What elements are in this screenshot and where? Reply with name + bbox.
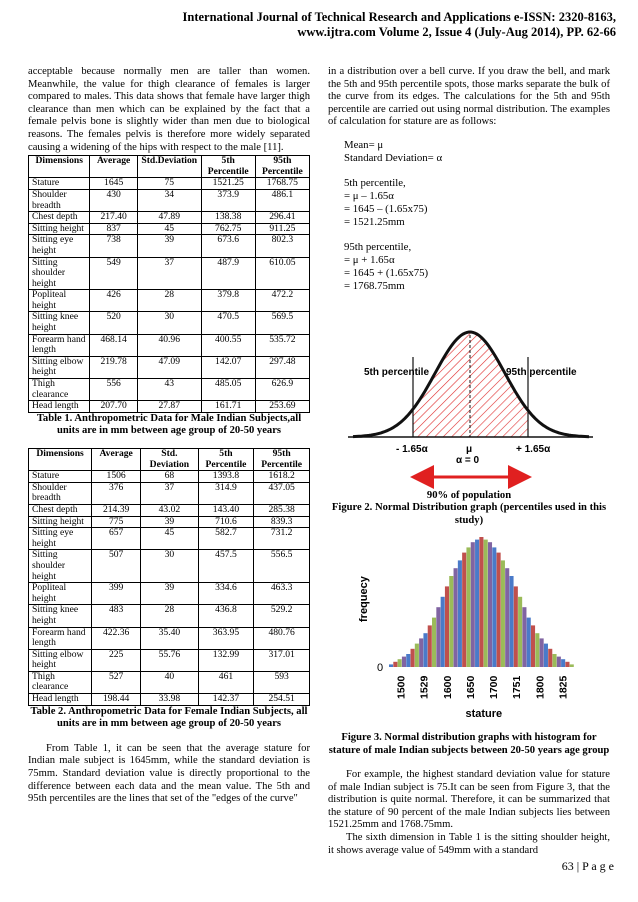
dimension-cell: Sitting eye height xyxy=(29,235,90,257)
dimension-cell: Head length xyxy=(29,694,92,706)
value-cell: 219.78 xyxy=(90,356,137,378)
dimension-cell: Sitting height xyxy=(29,223,90,235)
histogram-bar xyxy=(419,639,423,668)
table-row xyxy=(29,605,310,627)
value-cell: 507 xyxy=(92,550,141,583)
value-cell: 376 xyxy=(92,482,141,504)
value-cell: 217.40 xyxy=(90,212,137,224)
histogram-bar xyxy=(565,662,569,667)
x-tick-label: 1600 xyxy=(441,675,454,700)
value-cell: 556 xyxy=(90,379,137,401)
table-row xyxy=(29,516,310,528)
value-cell: 45 xyxy=(137,223,201,235)
value-cell: 161.71 xyxy=(201,401,255,413)
value-cell: 529.2 xyxy=(254,605,310,627)
fig2-minus-label: - 1.65α xyxy=(396,443,428,455)
left-column xyxy=(28,66,310,806)
value-cell: 535.72 xyxy=(255,334,309,356)
table-row xyxy=(29,235,310,257)
histogram-bar xyxy=(492,548,496,668)
histogram-bar xyxy=(458,561,462,668)
value-cell: 527 xyxy=(92,671,141,693)
header-line-1: International Journal of Technical Research and Applications e-ISSN: 2320-8163, xyxy=(182,10,616,24)
x-tick-label: 1825 xyxy=(557,675,570,700)
x-tick-label: 1500 xyxy=(395,675,408,700)
table-row xyxy=(29,189,310,211)
dimension-cell: Sitting shoulder height xyxy=(29,257,90,290)
value-cell: 1645 xyxy=(90,178,137,190)
value-cell: 138.38 xyxy=(201,212,255,224)
value-cell: 775 xyxy=(92,516,141,528)
value-cell: 43.02 xyxy=(141,504,198,516)
value-cell: 47.09 xyxy=(137,356,201,378)
histogram-bar xyxy=(497,553,501,667)
histogram-bar xyxy=(522,608,526,668)
value-cell: 399 xyxy=(92,583,141,605)
dimension-cell: Sitting elbow height xyxy=(29,649,92,671)
header-line-2: www.ijtra.com Volume 2, Issue 4 (July-Aug 2014), PP. 62-66 xyxy=(297,25,616,39)
value-cell: 837 xyxy=(90,223,137,235)
value-cell: 39 xyxy=(141,583,198,605)
histogram-bar xyxy=(466,548,470,668)
histogram-bar xyxy=(471,543,475,668)
value-cell: 68 xyxy=(141,471,198,483)
dimension-cell: Chest depth xyxy=(29,504,92,516)
value-cell: 254.51 xyxy=(254,694,310,706)
histogram-bar xyxy=(552,654,556,667)
value-cell: 37 xyxy=(141,482,198,504)
value-cell: 40 xyxy=(141,671,198,693)
stature-histogram xyxy=(349,527,589,727)
histogram-bar xyxy=(406,654,410,667)
value-cell: 480.76 xyxy=(254,627,310,649)
value-cell: 657 xyxy=(92,528,141,550)
value-cell: 556.5 xyxy=(254,550,310,583)
table-1 xyxy=(28,155,310,413)
value-cell: 142.07 xyxy=(201,356,255,378)
dimension-cell: Thigh clearance xyxy=(29,379,90,401)
table1-header-4: 95th Percentile xyxy=(255,156,309,178)
value-cell: 34 xyxy=(137,189,201,211)
value-cell: 27.87 xyxy=(137,401,201,413)
dimension-cell: Shoulder breadth xyxy=(29,482,92,504)
dimension-cell: Stature xyxy=(29,178,90,190)
value-cell: 487.9 xyxy=(201,257,255,290)
table2-header-1: Average xyxy=(92,449,141,471)
histogram-bar xyxy=(509,576,513,667)
table-2-caption: Table 2. Anthropometric Data for Female Indian Subjects, all units are in mm between age group of 20-50 years xyxy=(30,705,308,730)
value-cell: 37 xyxy=(137,257,201,290)
table1-header-2: Std.Deviation xyxy=(137,156,201,178)
table-row xyxy=(29,482,310,504)
y-tick-label: 0 xyxy=(377,662,384,675)
table2-header-3: 5th Percentile xyxy=(198,449,254,471)
fig2-5th-label: 5th percentile xyxy=(364,366,430,378)
value-cell: 593 xyxy=(254,671,310,693)
fig2-population-label: 90% of population xyxy=(426,489,512,501)
value-cell: 35.40 xyxy=(141,627,198,649)
left-paragraph-2: From Table 1, it can be seen that the average stature for Indian male subject is 1645mm, while the standard deviation is 75mm. Standard deviation value is directly proportional to the difference between each data and the mean value. The 5th and 95th percentiles are the lines that set of the "edges of the curve" xyxy=(28,742,310,805)
histogram-bar xyxy=(462,553,466,667)
dimension-cell: Sitting elbow height xyxy=(29,356,90,378)
dimension-cell: Stature xyxy=(29,471,92,483)
x-tick-label: 1700 xyxy=(488,675,501,700)
value-cell: 673.6 xyxy=(201,235,255,257)
histogram-bar xyxy=(527,618,531,667)
histogram-bar xyxy=(445,587,449,668)
histogram-bar xyxy=(398,660,402,668)
value-cell: 486.1 xyxy=(255,189,309,211)
value-cell: 437.05 xyxy=(254,482,310,504)
histogram-bar xyxy=(454,569,458,668)
value-cell: 40.96 xyxy=(137,334,201,356)
value-cell: 463.3 xyxy=(254,583,310,605)
dimension-cell: Sitting shoulder height xyxy=(29,550,92,583)
value-cell: 132.99 xyxy=(198,649,254,671)
value-cell: 39 xyxy=(137,235,201,257)
math-line: Mean= μ xyxy=(344,138,384,151)
table-2 xyxy=(28,448,310,706)
table-row xyxy=(29,401,310,413)
value-cell: 33.98 xyxy=(141,694,198,706)
table1-header-3: 5th Percentile xyxy=(201,156,255,178)
table-row xyxy=(29,627,310,649)
value-cell: 28 xyxy=(141,605,198,627)
normal-distribution-figure xyxy=(328,297,610,492)
value-cell: 214.39 xyxy=(92,504,141,516)
dimension-cell: Forearm hand length xyxy=(29,627,92,649)
value-cell: 610.05 xyxy=(255,257,309,290)
right-paragraph-1: in a distribution over a bell curve. If you draw the bell, and mark the 5th and 95th percentile spots, those marks separate the bulk of the curve from its edges. The calculations for the 5th and 95th percentile are carried out using normal distribution. The examples of calculation for stature are as follows: xyxy=(328,66,610,128)
fig2-plus-label: + 1.65α xyxy=(516,443,551,455)
table-row xyxy=(29,649,310,671)
value-cell: 461 xyxy=(198,671,254,693)
value-cell: 334.6 xyxy=(198,583,254,605)
histogram-bar xyxy=(505,569,509,668)
value-cell: 626.9 xyxy=(255,379,309,401)
dimension-cell: Sitting height xyxy=(29,516,92,528)
dimension-cell: Shoulder breadth xyxy=(29,189,90,211)
table-row xyxy=(29,379,310,401)
table-row xyxy=(29,528,310,550)
value-cell: 839.3 xyxy=(254,516,310,528)
value-cell: 297.48 xyxy=(255,356,309,378)
value-cell: 485.05 xyxy=(201,379,255,401)
fig2-mu-label: μ xyxy=(466,443,473,455)
histogram-bar xyxy=(423,634,427,668)
value-cell: 468.14 xyxy=(90,334,137,356)
math-line: = 1645 + (1.65x75) xyxy=(344,266,429,279)
histogram-bar xyxy=(415,644,419,667)
value-cell: 1768.75 xyxy=(255,178,309,190)
math-line: = μ – 1.65α xyxy=(344,190,394,203)
journal-header xyxy=(183,10,617,40)
histogram-bar xyxy=(544,644,548,667)
histogram-bar xyxy=(402,657,406,667)
dimension-cell: Popliteal height xyxy=(29,290,90,312)
value-cell: 1618.2 xyxy=(254,471,310,483)
table1-header-0: Dimensions xyxy=(29,156,90,178)
value-cell: 75 xyxy=(137,178,201,190)
dimension-cell: Sitting knee height xyxy=(29,312,90,334)
table-row xyxy=(29,671,310,693)
histogram-bar xyxy=(531,626,535,668)
dimension-cell: Forearm hand length xyxy=(29,334,90,356)
value-cell: 39 xyxy=(141,516,198,528)
histogram-bar xyxy=(441,597,445,667)
value-cell: 30 xyxy=(137,312,201,334)
math-line: 5th percentile, xyxy=(344,177,406,190)
histogram-bar xyxy=(475,540,479,667)
value-cell: 55.76 xyxy=(141,649,198,671)
value-cell: 710.6 xyxy=(198,516,254,528)
value-cell: 582.7 xyxy=(198,528,254,550)
value-cell: 285.38 xyxy=(254,504,310,516)
table-row xyxy=(29,471,310,483)
table-row xyxy=(29,178,310,190)
value-cell: 43 xyxy=(137,379,201,401)
table2-header-4: 95th Percentile xyxy=(254,449,310,471)
histogram-bar xyxy=(449,576,453,667)
dimension-cell: Sitting eye height xyxy=(29,528,92,550)
math-line: 95th percentile, xyxy=(344,241,412,254)
math-line xyxy=(344,165,610,178)
table2-header-2: Std. Deviation xyxy=(141,449,198,471)
value-cell: 30 xyxy=(141,550,198,583)
y-axis-label: frequecy xyxy=(358,576,370,623)
value-cell: 400.55 xyxy=(201,334,255,356)
table-row xyxy=(29,290,310,312)
histogram-bar xyxy=(479,537,483,667)
value-cell: 379.8 xyxy=(201,290,255,312)
value-cell: 802.3 xyxy=(255,235,309,257)
math-line: = 1645 – (1.65x75) xyxy=(344,202,428,215)
histogram-bar xyxy=(484,540,488,667)
value-cell: 207.70 xyxy=(90,401,137,413)
table-row xyxy=(29,223,310,235)
page-number: 63 | P a g e xyxy=(561,859,614,873)
value-cell: 198.44 xyxy=(92,694,141,706)
table-row xyxy=(29,694,310,706)
value-cell: 762.75 xyxy=(201,223,255,235)
table-row xyxy=(29,583,310,605)
histogram-bar xyxy=(428,626,432,668)
fig2-alpha0-label: α = 0 xyxy=(456,454,480,466)
right-column xyxy=(328,66,610,857)
table-row xyxy=(29,257,310,290)
table-row xyxy=(29,504,310,516)
table-1-caption: Table 1. Anthropometric Data for Male Indian Subjects,all units are in mm between age group of 20-50 years xyxy=(36,412,302,437)
value-cell: 1506 xyxy=(92,471,141,483)
x-tick-label: 1529 xyxy=(418,675,431,700)
value-cell: 549 xyxy=(90,257,137,290)
value-cell: 317.01 xyxy=(254,649,310,671)
histogram-bar xyxy=(393,662,397,667)
percentile-calculation xyxy=(344,139,610,293)
value-cell: 731.2 xyxy=(254,528,310,550)
histogram-bar xyxy=(411,649,415,667)
value-cell: 422.36 xyxy=(92,627,141,649)
value-cell: 373.9 xyxy=(201,189,255,211)
value-cell: 569.5 xyxy=(255,312,309,334)
histogram-bar xyxy=(557,657,561,667)
figure-3-caption: Figure 3. Normal distribution graphs with histogram for stature of male Indian subjects between 20-50 years age group xyxy=(328,731,610,756)
x-tick-label: 1751 xyxy=(511,675,524,700)
value-cell: 314.9 xyxy=(198,482,254,504)
histogram-bar xyxy=(501,561,505,668)
value-cell: 738 xyxy=(90,235,137,257)
dimension-cell: Thigh clearance xyxy=(29,671,92,693)
math-line: = μ + 1.65α xyxy=(344,254,395,267)
value-cell: 225 xyxy=(92,649,141,671)
value-cell: 47.89 xyxy=(137,212,201,224)
table-row xyxy=(29,312,310,334)
value-cell: 363.95 xyxy=(198,627,254,649)
histogram-bar xyxy=(518,597,522,667)
math-line xyxy=(344,229,610,242)
dimension-cell: Chest depth xyxy=(29,212,90,224)
value-cell: 520 xyxy=(90,312,137,334)
dimension-cell: Popliteal height xyxy=(29,583,92,605)
value-cell: 143.40 xyxy=(198,504,254,516)
value-cell: 1521.25 xyxy=(201,178,255,190)
table2-header-0: Dimensions xyxy=(29,449,92,471)
table-row xyxy=(29,334,310,356)
histogram-bar xyxy=(548,649,552,667)
histogram-bar xyxy=(570,665,574,668)
histogram-bar xyxy=(436,608,440,668)
value-cell: 436.8 xyxy=(198,605,254,627)
value-cell: 911.25 xyxy=(255,223,309,235)
value-cell: 28 xyxy=(137,290,201,312)
math-line: Standard Deviation= α xyxy=(344,151,443,164)
right-paragraph-2: For example, the highest standard deviation value for stature of male Indian subject is 75.It can be seen from Figure 3, that the distribution is quite normal. Therefore, it can be summarized that the stature of 90 percent of the male Indian subjects lies between 1521.25mm and 1768.75mm. xyxy=(328,769,610,831)
value-cell: 142.37 xyxy=(198,694,254,706)
value-cell: 45 xyxy=(141,528,198,550)
histogram-bar xyxy=(488,543,492,668)
value-cell: 457.5 xyxy=(198,550,254,583)
histogram-bar xyxy=(389,665,393,668)
histogram-bar xyxy=(561,660,565,668)
table-row xyxy=(29,212,310,224)
histogram-bar xyxy=(540,639,544,668)
dimension-cell: Head length xyxy=(29,401,90,413)
math-line: = 1768.75mm xyxy=(344,279,405,292)
dimension-cell: Sitting knee height xyxy=(29,605,92,627)
histogram-bar xyxy=(432,618,436,667)
table-row xyxy=(29,356,310,378)
value-cell: 253.69 xyxy=(255,401,309,413)
intro-paragraph: acceptable because normally men are taller than women. Meanwhile, the value for thigh clearance of females is larger compared to males. This data shows that female have larger thigh clearance than men which can be explained by the fact that a female pelvis bone is slightly wider than men due to biological reasons. The females pelvis is therefore more widely separated causing a widening of the hips with respect to the male [11]. xyxy=(28,66,310,153)
figure-2-caption: Figure 2. Normal Distribution graph (percentiles used in this study) xyxy=(331,502,607,526)
value-cell: 426 xyxy=(90,290,137,312)
histogram-bar xyxy=(535,634,539,668)
value-cell: 483 xyxy=(92,605,141,627)
fig2-95th-label: 95th percentile xyxy=(506,366,577,378)
math-line: = 1521.25mm xyxy=(344,215,405,228)
value-cell: 1393.8 xyxy=(198,471,254,483)
x-tick-label: 1800 xyxy=(534,675,547,700)
value-cell: 472.2 xyxy=(255,290,309,312)
table1-header-1: Average xyxy=(90,156,137,178)
right-paragraph-3: The sixth dimension in Table 1 is the sitting shoulder height, it shows average value of 549mm with a standard xyxy=(328,832,610,856)
value-cell: 430 xyxy=(90,189,137,211)
x-tick-label: 1650 xyxy=(464,675,477,700)
value-cell: 470.5 xyxy=(201,312,255,334)
histogram-bar xyxy=(514,587,518,668)
x-axis-label: stature xyxy=(465,708,503,721)
value-cell: 296.41 xyxy=(255,212,309,224)
table-row xyxy=(29,550,310,583)
